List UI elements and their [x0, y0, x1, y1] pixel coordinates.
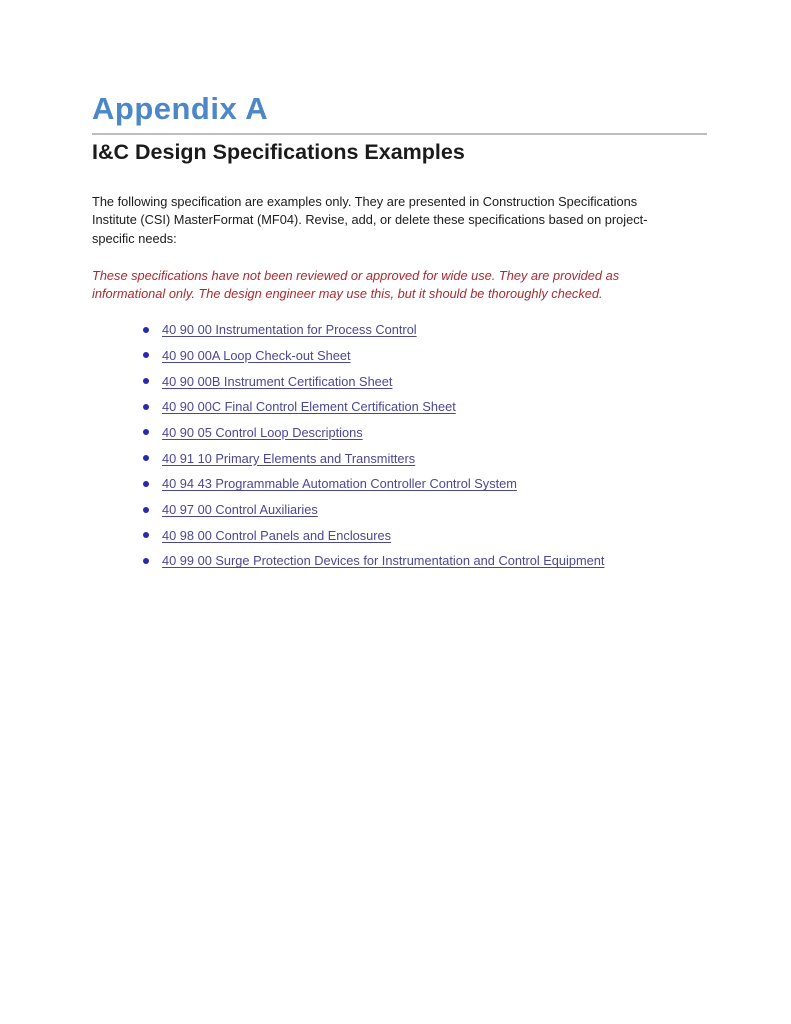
bullet-icon [143, 352, 149, 358]
spec-link[interactable]: 40 90 00 Instrumentation for Process Control [162, 322, 417, 338]
bullet-icon [143, 378, 149, 384]
intro-paragraph: The following specification are examples only. They are presented in Construction Specifications Institute (CSI) MasterFormat (MF04). Revise, add, or delete these specifications based on project-specific needs: [92, 193, 648, 247]
spec-link[interactable]: 40 91 10 Primary Elements and Transmitters [162, 450, 416, 466]
bullet-icon [143, 532, 149, 538]
bullet-icon [143, 481, 149, 487]
appendix-title: Appendix A [92, 91, 269, 126]
spec-link[interactable]: 40 98 00 Control Panels and Enclosures [162, 527, 392, 543]
list-item [92, 445, 707, 471]
list-item [92, 420, 707, 446]
bullet-icon [143, 507, 149, 513]
disclaimer-paragraph: These specifications have not been reviewed or approved for wide use. They are provided as informational only. The design engineer may use this, but it should be thoroughly checked. [92, 267, 620, 302]
bullet-icon [143, 429, 149, 435]
bullet-icon [143, 327, 149, 333]
list-item [92, 522, 707, 548]
spec-link[interactable]: 40 90 00A Loop Check-out Sheet [162, 347, 351, 363]
bullet-icon [143, 404, 149, 410]
spec-link[interactable]: 40 94 43 Programmable Automation Controller Control System [162, 476, 517, 492]
title-rule [92, 133, 707, 135]
page-content [92, 92, 707, 574]
list-item [92, 471, 707, 497]
list-item [92, 343, 707, 369]
list-item [92, 497, 707, 523]
spec-link[interactable]: 40 90 05 Control Loop Descriptions [162, 424, 363, 440]
page-subtitle: I&C Design Specifications Examples [92, 140, 465, 165]
list-item [92, 368, 707, 394]
list-item [92, 394, 707, 420]
spec-link[interactable]: 40 90 00B Instrument Certification Sheet [162, 373, 393, 389]
list-item [92, 548, 707, 574]
spec-link[interactable]: 40 90 00C Final Control Element Certification Sheet [162, 399, 456, 415]
spec-link[interactable]: 40 99 00 Surge Protection Devices for Instrumentation and Control Equipment [162, 553, 605, 569]
spec-link-list [92, 317, 707, 574]
bullet-icon [143, 558, 149, 564]
list-item [92, 317, 707, 343]
spec-link[interactable]: 40 97 00 Control Auxiliaries [162, 502, 318, 518]
bullet-icon [143, 455, 149, 461]
